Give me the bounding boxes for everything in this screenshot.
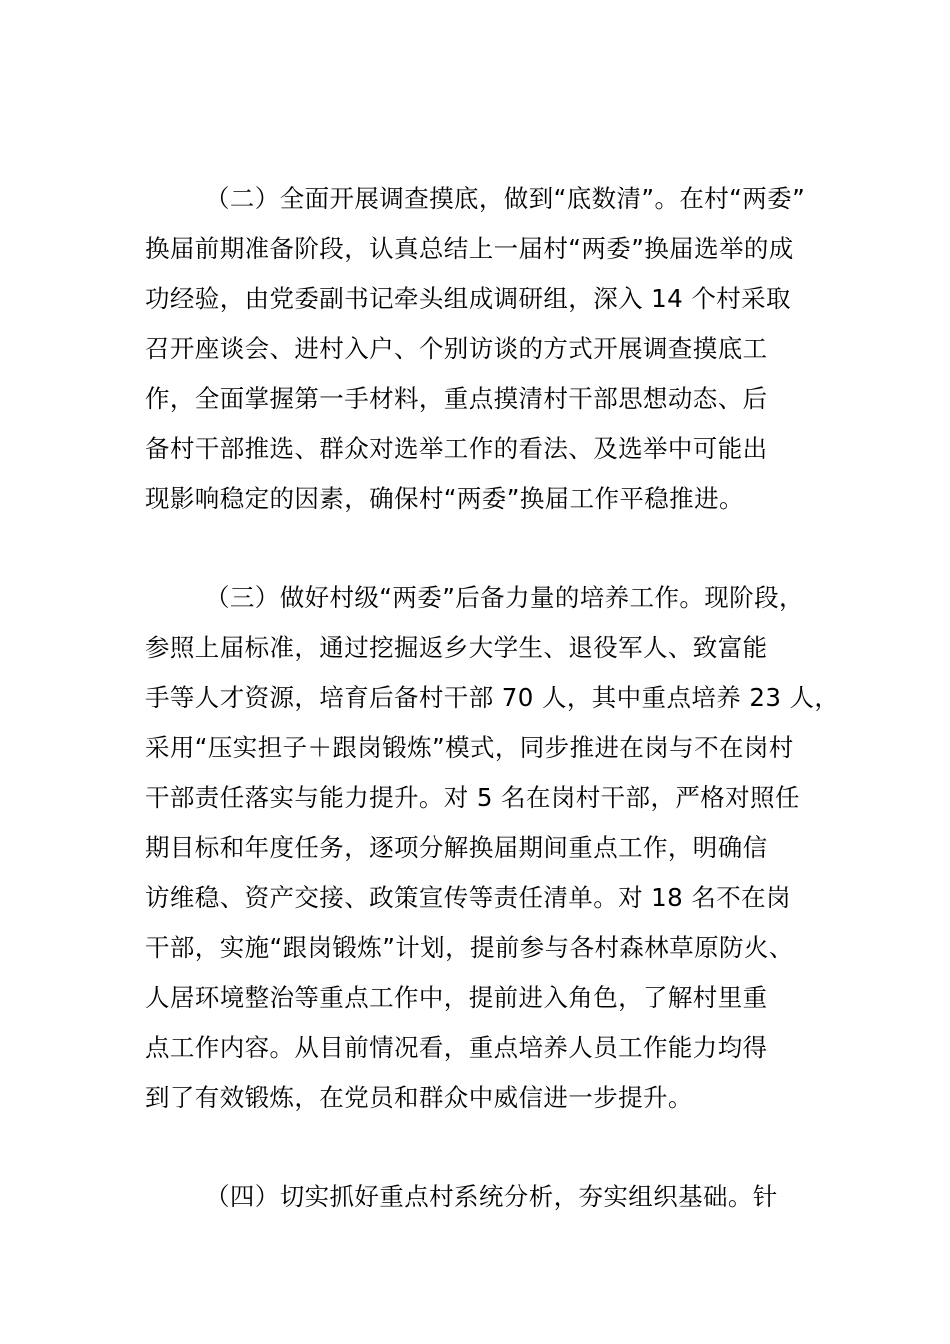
paragraph-line: 功经验，由党委副书记牵头组成调研组，深入 14 个村采取 xyxy=(145,284,791,313)
paragraph-line: 期目标和年度任务，逐项分解换届期间重点工作，明确信 xyxy=(145,833,768,862)
paragraph-line: 访维稳、资产交接、政策宣传等责任清单。对 18 名不在岗 xyxy=(145,883,791,912)
paragraph-line: （四）切实抓好重点村系统分析，夯实组织基础。针 xyxy=(205,1182,778,1211)
paragraph-line: 作，全面掌握第一手材料，重点摸清村干部思想动态、后 xyxy=(145,384,768,413)
paragraph-line: 召开座谈会、进村入户、个别访谈的方式开展调查摸底工 xyxy=(145,334,768,363)
paragraph-line: （三）做好村级“两委”后备力量的培养工作。现阶段， xyxy=(205,583,804,612)
paragraph-line: 参照上届标准，通过挖掘返乡大学生、退役军人、致富能 xyxy=(145,633,768,662)
paragraph-line: 到了有效锻炼，在党员和群众中威信进一步提升。 xyxy=(145,1083,693,1112)
paragraph-line: 人居环境整治等重点工作中，提前进入角色，了解村里重 xyxy=(145,983,768,1012)
paragraph-line: 备村干部推选、群众对选举工作的看法、及选举中可能出 xyxy=(145,434,768,463)
paragraph-line: 点工作内容。从目前情况看，重点培养人员工作能力均得 xyxy=(145,1033,768,1062)
paragraph-line: （二）全面开展调查摸底，做到“底数清”。在村“两委” xyxy=(205,184,806,213)
paragraph-line: 换届前期准备阶段，认真总结上一届村“两委”换届选举的成 xyxy=(145,234,794,263)
paragraph-line: 手等人才资源，培育后备村干部 70 人，其中重点培养 23 人， xyxy=(145,683,840,712)
paragraph-line: 现影响稳定的因素，确保村“两委”换届工作平稳推进。 xyxy=(145,484,744,513)
paragraph-line: 干部责任落实与能力提升。对 5 名在岗村干部，严格对照任 xyxy=(145,783,800,812)
paragraph-line: 干部，实施“跟岗锻炼”计划，提前参与各村森林草原防火、 xyxy=(145,933,794,962)
paragraph-line: 采用“压实担子＋跟岗锻炼”模式，同步推进在岗与不在岗村 xyxy=(145,733,794,762)
